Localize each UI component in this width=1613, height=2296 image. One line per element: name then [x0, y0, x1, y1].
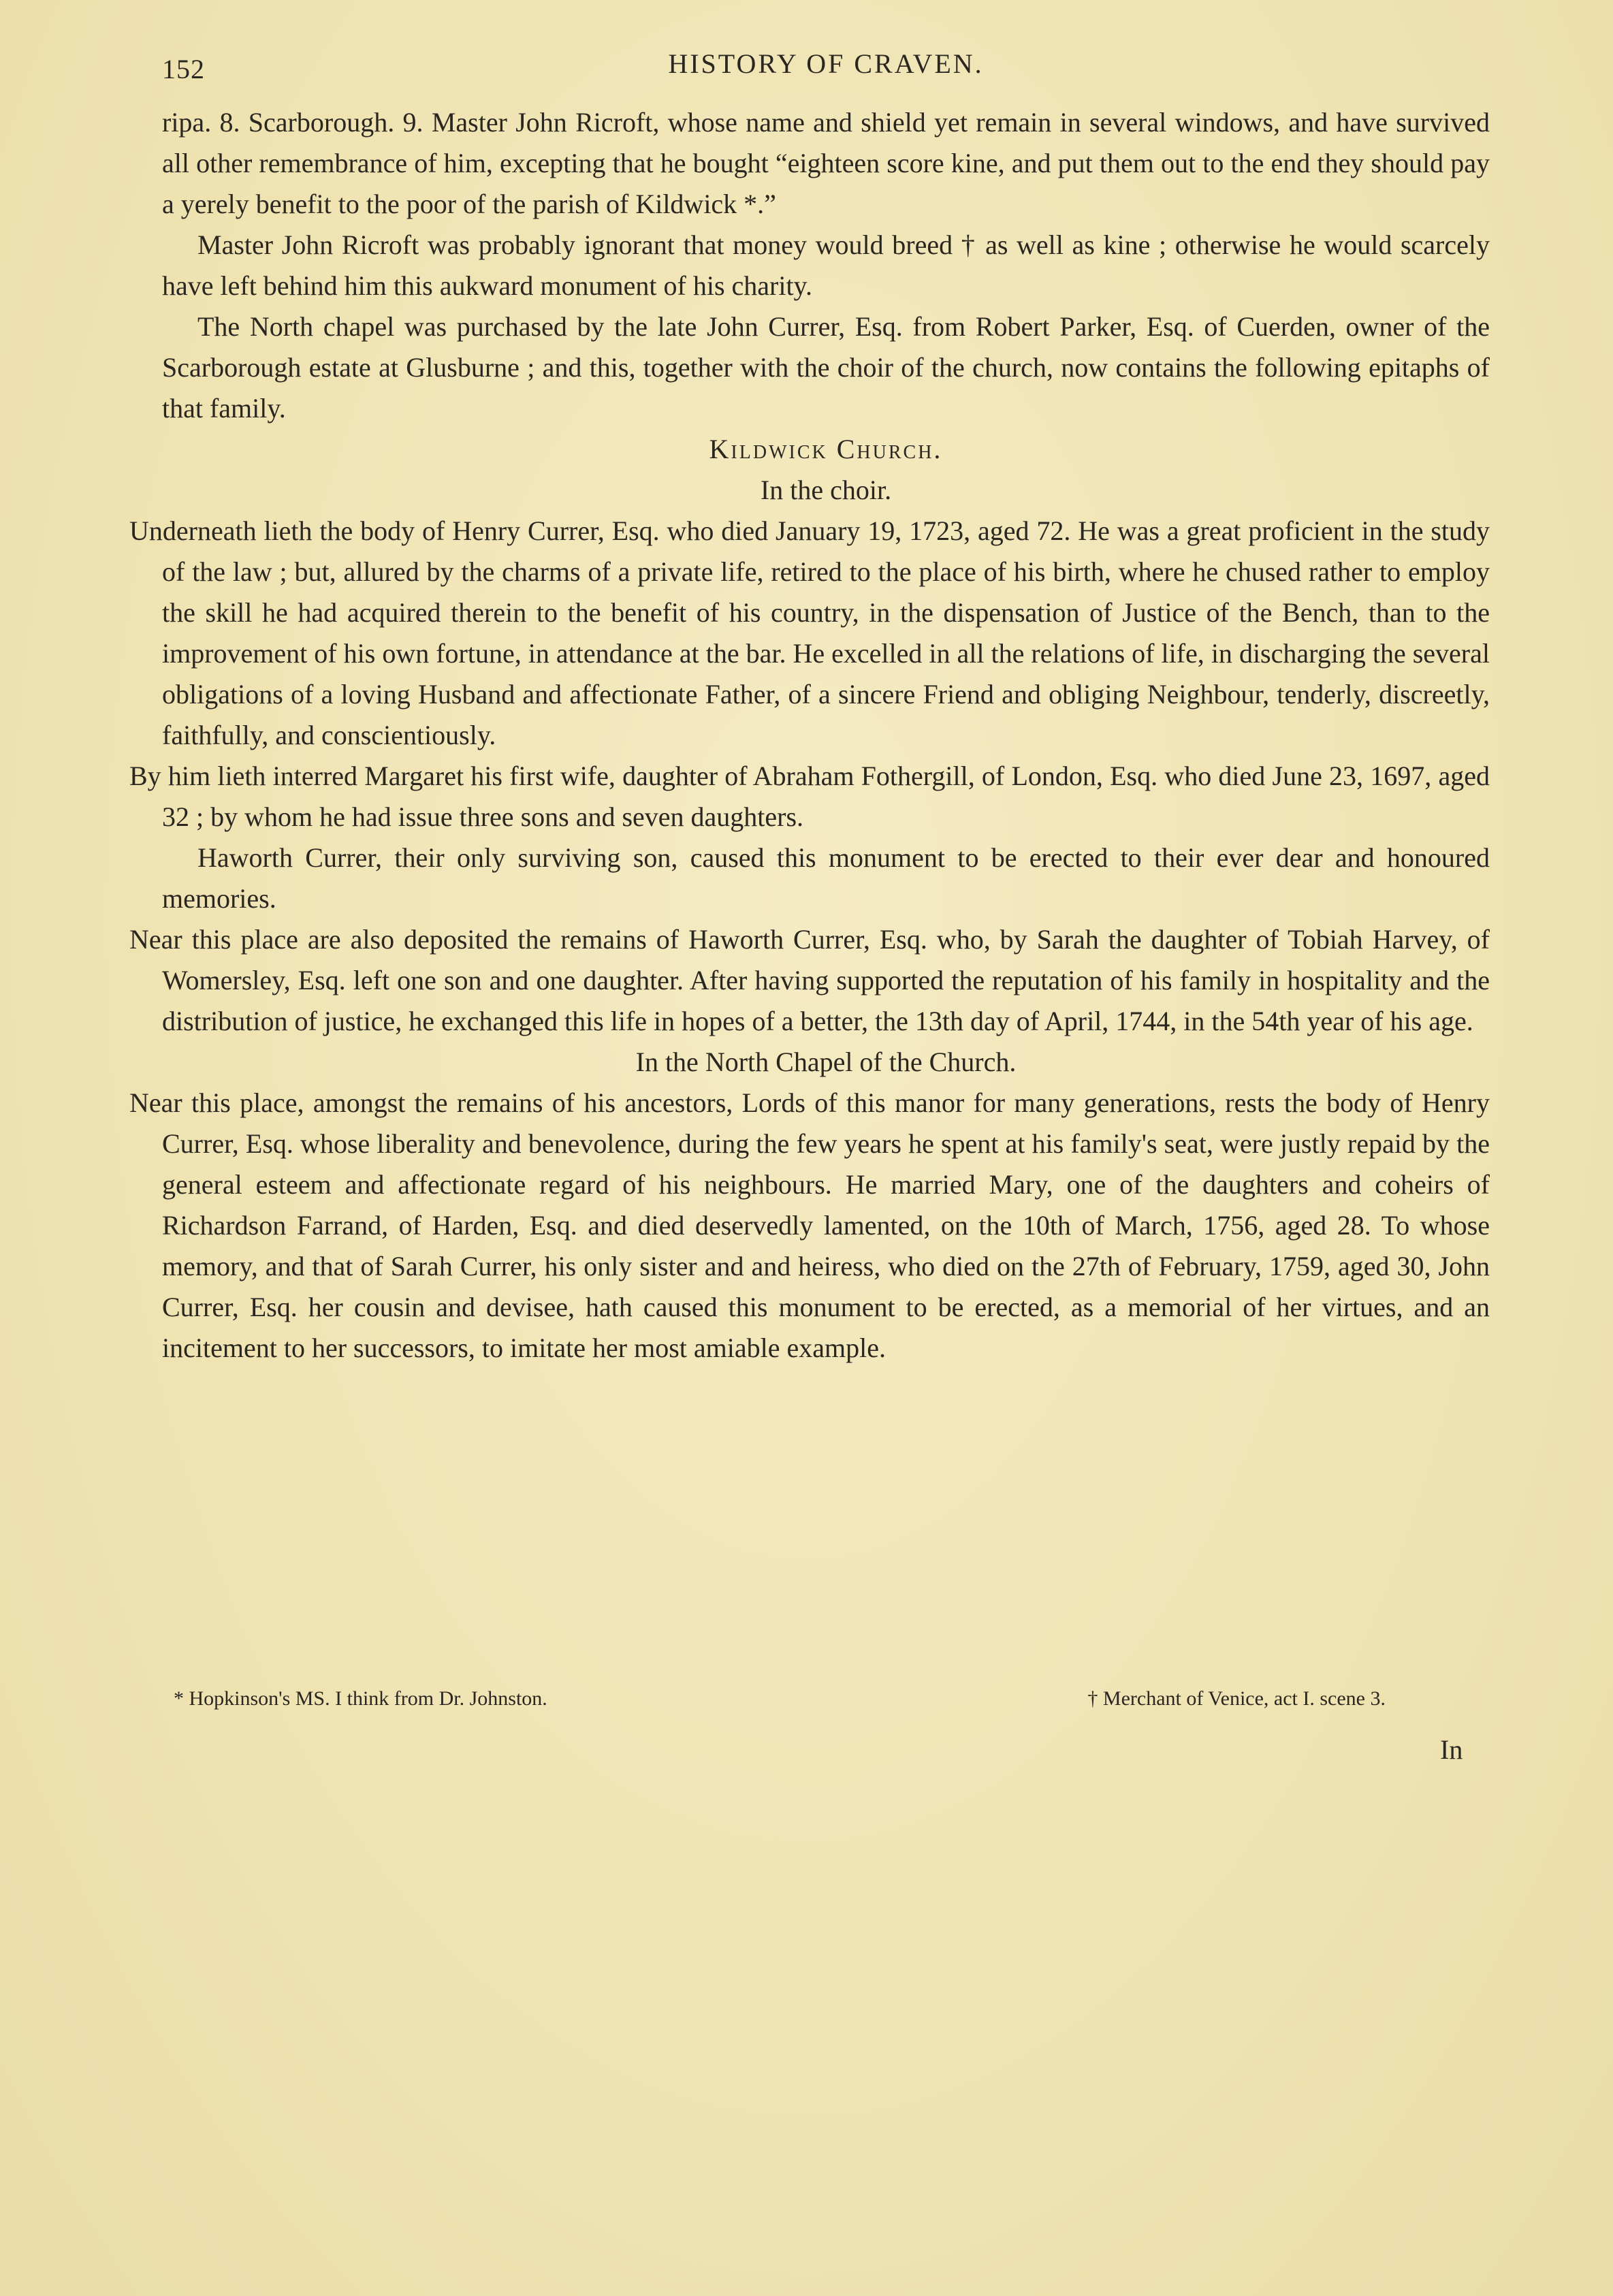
- paragraph-ricroft-charity: Master John Ricroft was probably ignorant that money would breed † as well as kine ; otherwise he would scarcely have left behind him this aukward monument of his charity.: [162, 229, 1490, 301]
- epitaph-henry-currer-1723: Underneath lieth the body of Henry Currer, Esq. who died January 19, 1723, aged 72. He was a great proficient in the study of the law ; but, allured by the charms of a private life, retired to the place of his birth, where he chused rather to employ the skill he had acquired therein to the benefit of his country, in the dispensation of Justice of the Bench, than to the improvement of his own fortune, in attendance at the bar. He excelled in all the relations of life, in discharging the several obligations of a loving Husband and affectionate Father, of a sincere Friend and obliging Neighbour, tenderly, discreetly, faithfully, and conscientiously.: [129, 515, 1490, 750]
- paragraph-north-chapel: The North chapel was purchased by the late John Currer, Esq. from Robert Parker, Esq. of Cuerden, owner of the Scarborough estate at Glusburne ; and this, together with the choir of the church, now contains the following epitaphs of that family.: [162, 311, 1490, 424]
- epitaph-henry-currer-1756: Near this place, amongst the remains of his ancestors, Lords of this manor for many generations, rests the body of Henry Currer, Esq. whose liberality and benevolence, during the few years he spent at his family's seat, were justly repaid by the general esteem and affectionate regard of his neighbours. He married Mary, one of the daughters and coheirs of Richardson Farrand, of Harden, Esq. and died deservedly lamented, on the 10th of March, 1756, aged 28. To whose memory, and that of Sarah Currer, his only sister and and heiress, who died on the 27th of February, 1759, aged 30, John Currer, Esq. her cousin and devisee, hath caused this monument to be erected, as a memorial of her virtues, and an incitement to her successors, to imitate her most amiable example.: [129, 1087, 1490, 1363]
- footnote-star: * Hopkinson's MS. I think from Dr. Johnston.: [174, 1687, 547, 1710]
- heading-in-the-choir: In the choir.: [760, 475, 892, 505]
- heading-kildwick-church: Kildwick Church.: [709, 434, 943, 464]
- paragraph-ricroft-continued: ripa. 8. Scarborough. 9. Master John Ricroft, whose name and shield yet remain in several windows, and have survived all other remembrance of him, excepting that he bought “eighteen score kine, and put them out to the end they should pay a yerely benefit to the poor of the parish of Kildwick *.”: [162, 107, 1490, 219]
- epitaph-haworth-currer: Near this place are also deposited the remains of Haworth Currer, Esq. who, by Sarah the daughter of Tobiah Harvey, of Womersley, Esq. left one son and one daughter. After having supported the reputation of his family in hospitality and the distribution of justice, he exchanged this life in hopes of a better, the 13th day of April, 1744, in the 54th year of his age.: [129, 924, 1490, 1036]
- running-head: HISTORY OF CRAVEN.: [668, 48, 984, 79]
- page-header: [162, 48, 1490, 89]
- heading-north-chapel: In the North Chapel of the Church.: [635, 1047, 1017, 1077]
- catchword: In: [1440, 1734, 1463, 1765]
- epitaph-margaret-currer: By him lieth interred Margaret his first wife, daughter of Abraham Fothergill, of London, Esq. who died June 23, 1697, aged 32 ; by whom he had issue three sons and seven daughters.: [129, 761, 1490, 832]
- footnotes: [174, 1687, 1386, 1710]
- page-number: 152: [162, 54, 205, 84]
- footnote-dagger: † Merchant of Venice, act I. scene 3.: [1087, 1687, 1386, 1710]
- page-body: [129, 102, 1490, 1369]
- epitaph-monument-note: Haworth Currer, their only surviving son, caused this monument to be erected to their ever dear and honoured memories.: [162, 842, 1490, 914]
